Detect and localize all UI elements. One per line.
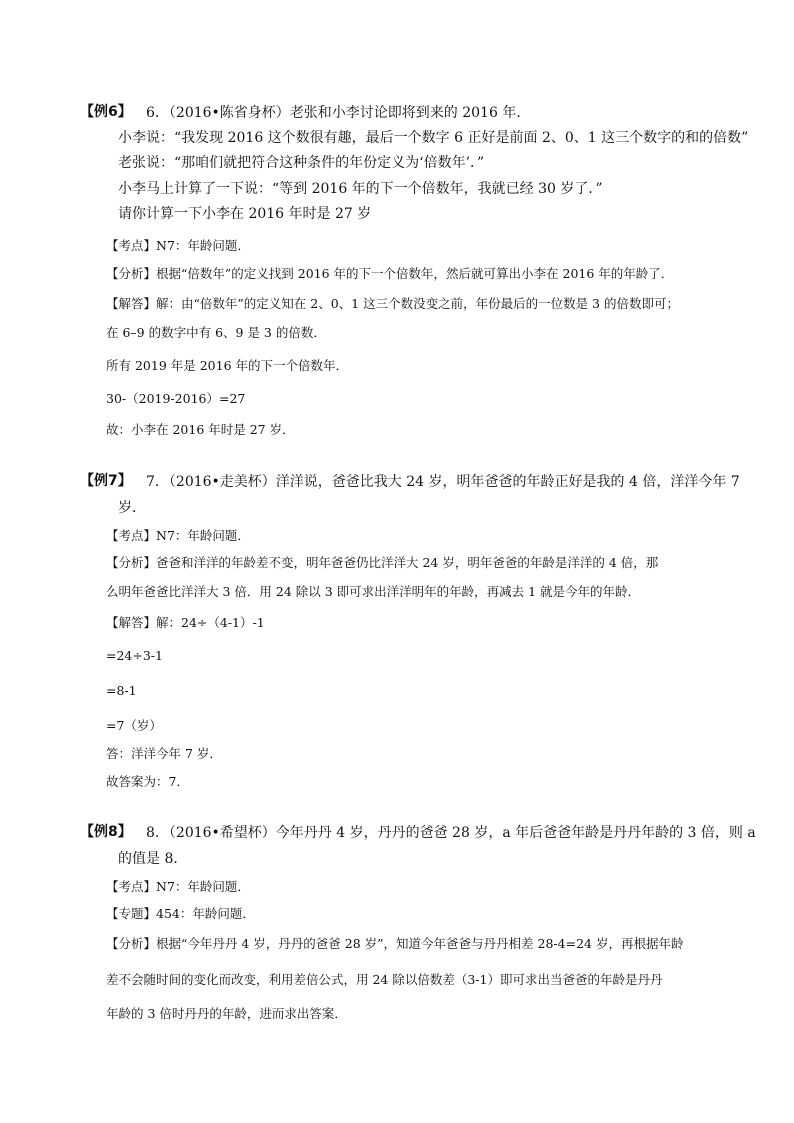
example-7-question-cont: 岁． [118,500,146,516]
example-6-line: 小李说：“我发现 2016 这个数很有趣，最后一个数字 6 正好是前面 2、0、1 这三个数字的和的倍数” [118,130,749,146]
example-8-question-cont: 的值是 8． [118,851,188,867]
example-8-tag: 【例8】 [80,824,132,840]
example-7-solution-line: =8-1 [106,683,137,698]
example-7-analysis-cont: 么明年爸爸比洋洋大 3 倍．用 24 除以 3 即可求出洋洋明年的年龄，再减去 1 就是今年的年龄． [106,584,641,599]
example-7-analysis: 【分析】爸爸和洋洋的年龄差不变，明年爸爸仍比洋洋大 24 岁，明年爸爸的年龄是洋洋的 4 倍，那 [106,555,659,570]
example-6-tag: 【例6】 [80,104,132,120]
example-7-tag: 【例7】 [80,473,132,489]
example-7-question: 7．（2016•走美杯）洋洋说，爸爸比我大 24 岁，明年爸爸的年龄正好是我的 4 倍，洋洋今年 7 [146,474,740,490]
example-8-special-topic: 【专题】454：年龄问题． [106,906,255,921]
example-6-solution-line: 在 6–9 的数字中有 6、9 是 3 的倍数． [106,325,326,340]
example-8-analysis-cont: 差不会随时间的变化而改变，利用差倍公式，用 24 除以倍数差（3-1）即可求出当爸爸的年龄是丹丹 [106,972,663,987]
example-6-line: 老张说：“那咱们就把符合这种条件的年份定义为‘倍数年’．” [118,155,485,171]
example-7-final-answer: 故答案为：7． [106,774,189,789]
example-8-analysis-cont: 年龄的 3 倍时丹丹的年龄，进而求出答案． [106,1006,347,1021]
example-6-solution: 【解答】解：由“倍数年”的定义知在 2、0、1 这三个数没变之前，年份最后的一位数是 3 的倍数即可； [106,296,679,311]
example-6-topic: 【考点】N7：年龄问题． [106,238,250,253]
example-6-solution-line: 所有 2019 年是 2016 年的下一个倍数年． [106,358,349,373]
example-6-conclusion: 故：小李在 2016 年时是 27 岁． [106,422,295,437]
example-6-line: 小李马上计算了一下说：“等到 2016 年的下一个倍数年，我就已经 30 岁了．” [118,181,603,197]
example-7-solution: 【解答】解：24÷（4-1）-1 [106,615,265,630]
example-6-analysis: 【分析】根据“倍数年”的定义找到 2016 年的下一个倍数年，然后就可算出小李在 2016 年的年龄了． [106,266,674,281]
example-6-question: 6．（2016•陈省身杯）老张和小李讨论即将到来的 2016 年． [146,105,531,121]
example-6-solution-line: 30-（2019-2016）=27 [106,391,246,406]
example-7-answer: 答：洋洋今年 7 岁． [106,746,222,761]
example-8-topic: 【考点】N7：年龄问题． [106,879,250,894]
example-7-topic: 【考点】N7：年龄问题． [106,528,250,543]
example-6-answer-line: 请你计算一下小李在 2016 年时是 27 岁 [118,206,372,222]
example-8-analysis: 【分析】根据“今年丹丹 4 岁，丹丹的爸爸 28 岁”，知道今年爸爸与丹丹相差 28-4=24 岁，再根据年龄 [106,936,684,951]
example-7-solution-line: =24÷3-1 [106,648,163,663]
example-8-question: 8．（2016•希望杯）今年丹丹 4 岁，丹丹的爸爸 28 岁，a 年后爸爸年龄是丹丹年龄的 3 倍，则 a [146,825,756,841]
example-7-solution-line: =7（岁） [106,718,162,733]
